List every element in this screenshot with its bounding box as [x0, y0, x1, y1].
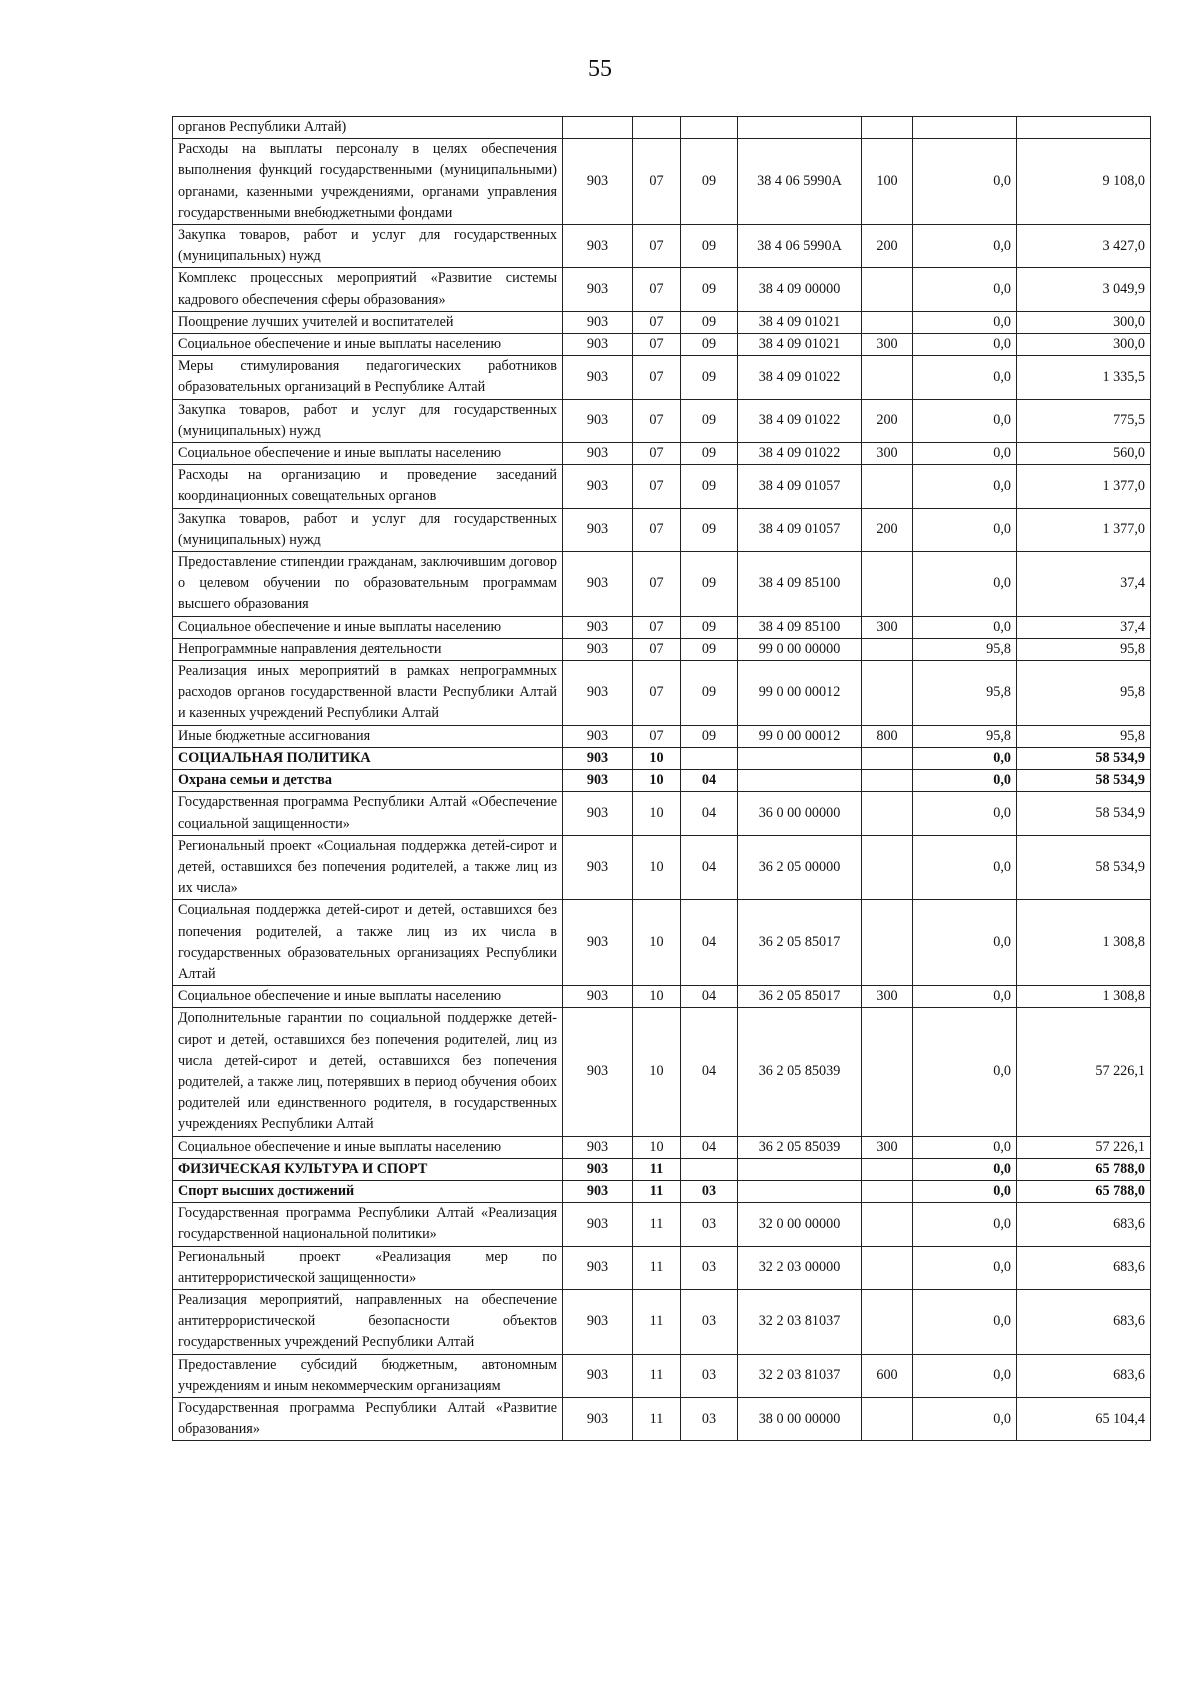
row-name-cell: СОЦИАЛЬНАЯ ПОЛИТИКА	[173, 747, 563, 769]
row-amount-2-cell: 560,0	[1017, 443, 1151, 465]
row-subsection-code-cell	[681, 117, 738, 139]
row-subsection-code-cell: 09	[681, 725, 738, 747]
row-name-cell: Комплекс процессных мероприятий «Развитие системы кадрового обеспечения сферы образования»	[173, 268, 563, 311]
row-name-cell: Государственная программа Республики Алтай «Развитие образования»	[173, 1397, 563, 1440]
row-section-code-cell: 07	[633, 508, 681, 551]
row-target-article-cell: 32 0 00 00000	[738, 1203, 862, 1246]
row-amount-1-cell: 0,0	[913, 1008, 1017, 1136]
row-amount-2-cell: 65 104,4	[1017, 1397, 1151, 1440]
row-ministry-code-cell: 903	[563, 139, 633, 225]
row-expense-type-cell	[862, 1158, 913, 1180]
row-amount-1-cell: 0,0	[913, 1158, 1017, 1180]
table-row	[173, 225, 1151, 268]
row-expense-type-cell: 200	[862, 225, 913, 268]
table-row	[173, 638, 1151, 660]
row-section-code-cell: 07	[633, 616, 681, 638]
row-ministry-code-cell: 903	[563, 900, 633, 986]
row-expense-type-cell: 300	[862, 334, 913, 356]
row-subsection-code-cell: 04	[681, 1136, 738, 1158]
row-section-code-cell: 11	[633, 1354, 681, 1397]
row-target-article-cell: 36 2 05 85039	[738, 1136, 862, 1158]
row-target-article-cell: 38 4 09 00000	[738, 268, 862, 311]
table-row	[173, 661, 1151, 726]
row-subsection-code-cell: 09	[681, 356, 738, 399]
row-subsection-code-cell: 09	[681, 465, 738, 508]
row-amount-1-cell: 0,0	[913, 334, 1017, 356]
row-amount-1-cell: 0,0	[913, 747, 1017, 769]
row-section-code-cell: 10	[633, 900, 681, 986]
row-name-cell: Закупка товаров, работ и услуг для государственных (муниципальных) нужд	[173, 225, 563, 268]
row-amount-1-cell: 0,0	[913, 356, 1017, 399]
table-row	[173, 747, 1151, 769]
row-amount-2-cell: 1 377,0	[1017, 465, 1151, 508]
table-row	[173, 1397, 1151, 1440]
row-expense-type-cell	[862, 792, 913, 835]
row-ministry-code-cell: 903	[563, 268, 633, 311]
table-row	[173, 1180, 1151, 1202]
row-amount-2-cell: 57 226,1	[1017, 1136, 1151, 1158]
row-amount-1-cell: 0,0	[913, 465, 1017, 508]
row-expense-type-cell	[862, 465, 913, 508]
table-row	[173, 1354, 1151, 1397]
row-section-code-cell: 07	[633, 638, 681, 660]
row-ministry-code-cell: 903	[563, 399, 633, 442]
row-expense-type-cell	[862, 311, 913, 333]
row-ministry-code-cell: 903	[563, 1246, 633, 1289]
row-target-article-cell: 36 2 05 00000	[738, 835, 862, 900]
row-name-cell: Поощрение лучших учителей и воспитателей	[173, 311, 563, 333]
row-section-code-cell: 11	[633, 1289, 681, 1354]
row-expense-type-cell	[862, 1203, 913, 1246]
row-amount-1-cell: 0,0	[913, 1246, 1017, 1289]
table-row	[173, 725, 1151, 747]
row-ministry-code-cell: 903	[563, 792, 633, 835]
row-amount-1-cell: 0,0	[913, 443, 1017, 465]
row-name-cell: Социальное обеспечение и иные выплаты населению	[173, 986, 563, 1008]
row-expense-type-cell	[862, 900, 913, 986]
row-expense-type-cell: 100	[862, 139, 913, 225]
row-section-code-cell: 07	[633, 465, 681, 508]
row-target-article-cell	[738, 747, 862, 769]
row-subsection-code-cell: 09	[681, 225, 738, 268]
row-subsection-code-cell: 09	[681, 334, 738, 356]
row-subsection-code-cell: 03	[681, 1180, 738, 1202]
row-subsection-code-cell: 04	[681, 792, 738, 835]
row-amount-2-cell: 58 534,9	[1017, 770, 1151, 792]
table-row	[173, 1008, 1151, 1136]
row-section-code-cell: 07	[633, 139, 681, 225]
row-subsection-code-cell: 03	[681, 1246, 738, 1289]
row-expense-type-cell: 300	[862, 1136, 913, 1158]
row-name-cell: Дополнительные гарантии по социальной поддержке детей-сирот и детей, оставшихся без попечения родителей, лиц из числа детей-сирот и детей, оставшихся без попечения родителей, а также лиц, потерявших в период обучения обоих родителей или единственного родителя, в государственных учреждениях Республики Алтай	[173, 1008, 563, 1136]
row-ministry-code-cell: 903	[563, 1203, 633, 1246]
row-target-article-cell: 36 2 05 85017	[738, 900, 862, 986]
row-name-cell: Социальное обеспечение и иные выплаты населению	[173, 616, 563, 638]
row-subsection-code-cell: 03	[681, 1289, 738, 1354]
row-expense-type-cell: 300	[862, 616, 913, 638]
row-name-cell: Закупка товаров, работ и услуг для государственных (муниципальных) нужд	[173, 399, 563, 442]
row-subsection-code-cell: 04	[681, 770, 738, 792]
row-name-cell: органов Республики Алтай)	[173, 117, 563, 139]
row-amount-1-cell: 0,0	[913, 900, 1017, 986]
row-name-cell: Расходы на выплаты персоналу в целях обеспечения выполнения функций государственными (муниципальными) органами, казенными учреждениями, органами управления государственными внебюджетными фондами	[173, 139, 563, 225]
row-amount-1-cell: 0,0	[913, 399, 1017, 442]
table-row	[173, 900, 1151, 986]
row-subsection-code-cell: 04	[681, 900, 738, 986]
row-amount-1-cell: 0,0	[913, 616, 1017, 638]
row-ministry-code-cell: 903	[563, 1008, 633, 1136]
row-target-article-cell	[738, 770, 862, 792]
row-subsection-code-cell: 09	[681, 552, 738, 617]
row-subsection-code-cell: 09	[681, 661, 738, 726]
row-section-code-cell: 11	[633, 1158, 681, 1180]
row-expense-type-cell	[862, 1008, 913, 1136]
row-section-code-cell: 07	[633, 725, 681, 747]
row-target-article-cell: 36 2 05 85039	[738, 1008, 862, 1136]
row-ministry-code-cell: 903	[563, 1354, 633, 1397]
row-amount-1-cell: 0,0	[913, 552, 1017, 617]
row-section-code-cell: 10	[633, 1136, 681, 1158]
row-ministry-code-cell: 903	[563, 616, 633, 638]
row-name-cell: Социальное обеспечение и иные выплаты населению	[173, 443, 563, 465]
row-target-article-cell	[738, 117, 862, 139]
row-section-code-cell: 07	[633, 552, 681, 617]
row-section-code-cell: 07	[633, 268, 681, 311]
row-name-cell: Социальное обеспечение и иные выплаты населению	[173, 334, 563, 356]
row-ministry-code-cell: 903	[563, 725, 633, 747]
row-amount-2-cell: 1 335,5	[1017, 356, 1151, 399]
row-amount-2-cell: 775,5	[1017, 399, 1151, 442]
row-expense-type-cell: 800	[862, 725, 913, 747]
row-amount-1-cell: 0,0	[913, 268, 1017, 311]
row-target-article-cell: 99 0 00 00012	[738, 725, 862, 747]
row-amount-1-cell: 95,8	[913, 638, 1017, 660]
row-subsection-code-cell: 09	[681, 311, 738, 333]
row-amount-2-cell: 58 534,9	[1017, 792, 1151, 835]
row-ministry-code-cell: 903	[563, 1136, 633, 1158]
row-name-cell: Закупка товаров, работ и услуг для государственных (муниципальных) нужд	[173, 508, 563, 551]
table-row	[173, 792, 1151, 835]
row-section-code-cell: 10	[633, 835, 681, 900]
row-section-code-cell: 07	[633, 661, 681, 726]
row-expense-type-cell	[862, 268, 913, 311]
row-expense-type-cell	[862, 1246, 913, 1289]
row-amount-2-cell: 58 534,9	[1017, 747, 1151, 769]
table-row	[173, 1136, 1151, 1158]
row-amount-1-cell: 0,0	[913, 225, 1017, 268]
row-subsection-code-cell: 09	[681, 508, 738, 551]
row-ministry-code-cell: 903	[563, 661, 633, 726]
row-name-cell: Иные бюджетные ассигнования	[173, 725, 563, 747]
row-amount-2-cell: 1 308,8	[1017, 900, 1151, 986]
row-subsection-code-cell: 03	[681, 1397, 738, 1440]
row-section-code-cell: 07	[633, 225, 681, 268]
row-expense-type-cell: 300	[862, 443, 913, 465]
row-name-cell: Реализация мероприятий, направленных на обеспечение антитеррористической безопасности объектов государственных учреждений Республики Алтай	[173, 1289, 563, 1354]
row-subsection-code-cell: 04	[681, 1008, 738, 1136]
row-section-code-cell: 07	[633, 399, 681, 442]
row-subsection-code-cell: 09	[681, 443, 738, 465]
row-target-article-cell: 36 0 00 00000	[738, 792, 862, 835]
row-ministry-code-cell	[563, 117, 633, 139]
row-name-cell: Предоставление стипендии гражданам, заключившим договор о целевом обучении по образовательным программам высшего образования	[173, 552, 563, 617]
row-amount-2-cell: 65 788,0	[1017, 1158, 1151, 1180]
row-section-code-cell	[633, 117, 681, 139]
row-name-cell: ФИЗИЧЕСКАЯ КУЛЬТУРА И СПОРТ	[173, 1158, 563, 1180]
row-target-article-cell: 38 4 09 85100	[738, 616, 862, 638]
row-section-code-cell: 07	[633, 356, 681, 399]
row-amount-2-cell: 683,6	[1017, 1354, 1151, 1397]
page-number: 55	[588, 56, 612, 82]
row-amount-2-cell: 95,8	[1017, 661, 1151, 726]
row-amount-1-cell: 0,0	[913, 986, 1017, 1008]
row-expense-type-cell: 600	[862, 1354, 913, 1397]
row-amount-2-cell: 3 427,0	[1017, 225, 1151, 268]
row-amount-2-cell: 65 788,0	[1017, 1180, 1151, 1202]
row-target-article-cell: 38 4 09 01057	[738, 465, 862, 508]
row-name-cell: Региональный проект «Социальная поддержка детей-сирот и детей, оставшихся без попечения родителей, а также лиц из их числа»	[173, 835, 563, 900]
row-target-article-cell: 38 4 09 01022	[738, 356, 862, 399]
table-row	[173, 508, 1151, 551]
row-subsection-code-cell: 09	[681, 268, 738, 311]
table-row	[173, 616, 1151, 638]
row-ministry-code-cell: 903	[563, 986, 633, 1008]
row-ministry-code-cell: 903	[563, 334, 633, 356]
row-target-article-cell: 32 2 03 00000	[738, 1246, 862, 1289]
row-target-article-cell: 38 0 00 00000	[738, 1397, 862, 1440]
row-ministry-code-cell: 903	[563, 552, 633, 617]
row-target-article-cell: 99 0 00 00000	[738, 638, 862, 660]
row-name-cell: Предоставление субсидий бюджетным, автономным учреждениям и иным некоммерческим организациям	[173, 1354, 563, 1397]
row-target-article-cell: 38 4 06 5990А	[738, 139, 862, 225]
row-amount-2-cell: 300,0	[1017, 311, 1151, 333]
row-amount-2-cell	[1017, 117, 1151, 139]
row-target-article-cell: 38 4 06 5990А	[738, 225, 862, 268]
table-row	[173, 268, 1151, 311]
row-amount-2-cell: 3 049,9	[1017, 268, 1151, 311]
table-row	[173, 986, 1151, 1008]
row-ministry-code-cell: 903	[563, 356, 633, 399]
row-expense-type-cell	[862, 356, 913, 399]
table-row	[173, 117, 1151, 139]
row-expense-type-cell	[862, 117, 913, 139]
row-amount-2-cell: 37,4	[1017, 616, 1151, 638]
row-ministry-code-cell: 903	[563, 638, 633, 660]
budget-table	[172, 116, 1151, 1441]
row-amount-1-cell	[913, 117, 1017, 139]
row-ministry-code-cell: 903	[563, 465, 633, 508]
row-amount-1-cell: 0,0	[913, 1354, 1017, 1397]
row-ministry-code-cell: 903	[563, 443, 633, 465]
table-row	[173, 1289, 1151, 1354]
row-name-cell: Региональный проект «Реализация мер по антитеррористической защищенности»	[173, 1246, 563, 1289]
row-section-code-cell: 10	[633, 770, 681, 792]
row-amount-1-cell: 95,8	[913, 725, 1017, 747]
table-row	[173, 770, 1151, 792]
row-expense-type-cell: 200	[862, 508, 913, 551]
row-ministry-code-cell: 903	[563, 311, 633, 333]
row-subsection-code-cell: 09	[681, 139, 738, 225]
row-name-cell: Расходы на организацию и проведение заседаний координационных совещательных органов	[173, 465, 563, 508]
row-name-cell: Реализация иных мероприятий в рамках непрограммных расходов органов государственной власти Республики Алтай и казенных учреждений Республики Алтай	[173, 661, 563, 726]
row-section-code-cell: 10	[633, 747, 681, 769]
row-name-cell: Государственная программа Республики Алтай «Обеспечение социальной защищенности»	[173, 792, 563, 835]
row-section-code-cell: 11	[633, 1203, 681, 1246]
row-amount-1-cell: 95,8	[913, 661, 1017, 726]
row-expense-type-cell	[862, 661, 913, 726]
row-target-article-cell: 99 0 00 00012	[738, 661, 862, 726]
row-amount-1-cell: 0,0	[913, 1289, 1017, 1354]
row-name-cell: Меры стимулирования педагогических работников образовательных организаций в Республике Алтай	[173, 356, 563, 399]
row-name-cell: Государственная программа Республики Алтай «Реализация государственной национальной политики»	[173, 1203, 563, 1246]
row-amount-2-cell: 683,6	[1017, 1203, 1151, 1246]
row-ministry-code-cell: 903	[563, 1397, 633, 1440]
row-amount-2-cell: 683,6	[1017, 1246, 1151, 1289]
row-expense-type-cell	[862, 552, 913, 617]
row-amount-2-cell: 683,6	[1017, 1289, 1151, 1354]
row-subsection-code-cell: 03	[681, 1354, 738, 1397]
row-section-code-cell: 07	[633, 311, 681, 333]
table-row	[173, 552, 1151, 617]
row-section-code-cell: 07	[633, 334, 681, 356]
row-subsection-code-cell: 09	[681, 399, 738, 442]
row-amount-1-cell: 0,0	[913, 311, 1017, 333]
row-name-cell: Спорт высших достижений	[173, 1180, 563, 1202]
row-section-code-cell: 10	[633, 1008, 681, 1136]
row-expense-type-cell	[862, 1397, 913, 1440]
row-expense-type-cell	[862, 1180, 913, 1202]
row-section-code-cell: 07	[633, 443, 681, 465]
row-ministry-code-cell: 903	[563, 747, 633, 769]
row-subsection-code-cell: 04	[681, 986, 738, 1008]
table-row	[173, 1246, 1151, 1289]
table-row	[173, 139, 1151, 225]
row-ministry-code-cell: 903	[563, 1158, 633, 1180]
row-subsection-code-cell: 03	[681, 1203, 738, 1246]
row-subsection-code-cell: 09	[681, 638, 738, 660]
row-target-article-cell	[738, 1180, 862, 1202]
row-amount-1-cell: 0,0	[913, 835, 1017, 900]
row-ministry-code-cell: 903	[563, 508, 633, 551]
row-name-cell: Социальное обеспечение и иные выплаты населению	[173, 1136, 563, 1158]
table-row	[173, 399, 1151, 442]
row-target-article-cell: 36 2 05 85017	[738, 986, 862, 1008]
row-expense-type-cell	[862, 638, 913, 660]
row-section-code-cell: 11	[633, 1180, 681, 1202]
row-amount-2-cell: 57 226,1	[1017, 1008, 1151, 1136]
row-amount-1-cell: 0,0	[913, 508, 1017, 551]
table-row	[173, 1203, 1151, 1246]
row-expense-type-cell: 300	[862, 986, 913, 1008]
row-amount-1-cell: 0,0	[913, 1397, 1017, 1440]
row-target-article-cell	[738, 1158, 862, 1180]
row-name-cell: Социальная поддержка детей-сирот и детей, оставшихся без попечения родителей, а также лиц из их числа в государственных образовательных организациях Республики Алтай	[173, 900, 563, 986]
table-row	[173, 356, 1151, 399]
row-amount-1-cell: 0,0	[913, 1136, 1017, 1158]
row-ministry-code-cell: 903	[563, 770, 633, 792]
table-row	[173, 443, 1151, 465]
row-section-code-cell: 10	[633, 986, 681, 1008]
row-amount-2-cell: 58 534,9	[1017, 835, 1151, 900]
row-amount-1-cell: 0,0	[913, 770, 1017, 792]
row-expense-type-cell	[862, 747, 913, 769]
row-amount-2-cell: 95,8	[1017, 638, 1151, 660]
row-target-article-cell: 38 4 09 85100	[738, 552, 862, 617]
row-amount-2-cell: 37,4	[1017, 552, 1151, 617]
row-name-cell: Охрана семьи и детства	[173, 770, 563, 792]
table-row	[173, 465, 1151, 508]
row-target-article-cell: 38 4 09 01057	[738, 508, 862, 551]
table-row	[173, 1158, 1151, 1180]
row-target-article-cell: 38 4 09 01021	[738, 311, 862, 333]
row-ministry-code-cell: 903	[563, 1289, 633, 1354]
row-section-code-cell: 11	[633, 1397, 681, 1440]
row-amount-2-cell: 300,0	[1017, 334, 1151, 356]
table-row	[173, 835, 1151, 900]
row-section-code-cell: 11	[633, 1246, 681, 1289]
row-amount-2-cell: 1 308,8	[1017, 986, 1151, 1008]
row-amount-2-cell: 9 108,0	[1017, 139, 1151, 225]
row-subsection-code-cell: 04	[681, 835, 738, 900]
row-expense-type-cell	[862, 770, 913, 792]
row-expense-type-cell	[862, 1289, 913, 1354]
table-row	[173, 334, 1151, 356]
row-ministry-code-cell: 903	[563, 225, 633, 268]
row-amount-1-cell: 0,0	[913, 792, 1017, 835]
row-expense-type-cell	[862, 835, 913, 900]
row-subsection-code-cell	[681, 1158, 738, 1180]
row-target-article-cell: 38 4 09 01022	[738, 443, 862, 465]
row-subsection-code-cell	[681, 747, 738, 769]
row-expense-type-cell: 200	[862, 399, 913, 442]
row-amount-1-cell: 0,0	[913, 1203, 1017, 1246]
row-ministry-code-cell: 903	[563, 835, 633, 900]
row-amount-2-cell: 95,8	[1017, 725, 1151, 747]
row-amount-1-cell: 0,0	[913, 139, 1017, 225]
row-amount-2-cell: 1 377,0	[1017, 508, 1151, 551]
row-target-article-cell: 32 2 03 81037	[738, 1354, 862, 1397]
row-amount-1-cell: 0,0	[913, 1180, 1017, 1202]
row-name-cell: Непрограммные направления деятельности	[173, 638, 563, 660]
row-ministry-code-cell: 903	[563, 1180, 633, 1202]
row-subsection-code-cell: 09	[681, 616, 738, 638]
row-section-code-cell: 10	[633, 792, 681, 835]
row-target-article-cell: 38 4 09 01021	[738, 334, 862, 356]
table-row	[173, 311, 1151, 333]
row-target-article-cell: 38 4 09 01022	[738, 399, 862, 442]
row-target-article-cell: 32 2 03 81037	[738, 1289, 862, 1354]
